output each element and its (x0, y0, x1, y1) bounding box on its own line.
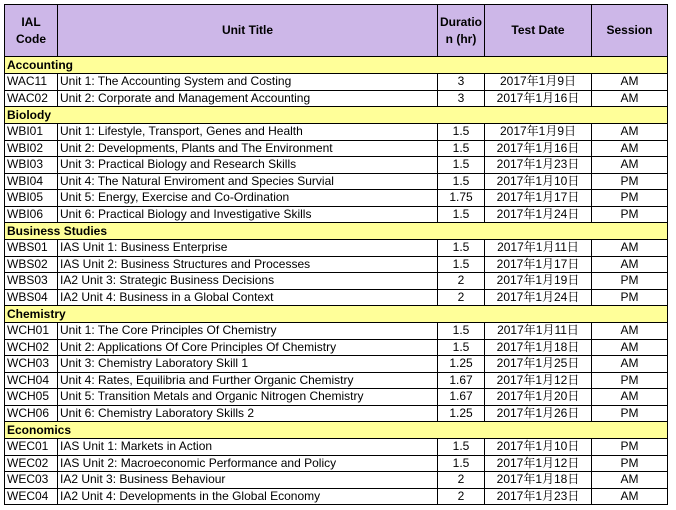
header-unit-title: Unit Title (58, 5, 438, 57)
cell-session: PM (592, 289, 668, 306)
header-ial-code: IAL Code (5, 5, 58, 57)
cell-unit-title: IA2 Unit 3: Business Behaviour (58, 472, 438, 489)
cell-unit-title: Unit 2: Applications Of Core Principles Of Chemistry (58, 339, 438, 356)
cell-session: AM (592, 323, 668, 340)
cell-unit-title: IAS Unit 2: Business Structures and Processes (58, 256, 438, 273)
cell-duration: 1.5 (438, 173, 485, 190)
cell-code: WEC04 (5, 488, 58, 505)
cell-test-date: 2017年1月11日 (485, 240, 592, 257)
table-row (5, 439, 668, 456)
cell-session: AM (592, 472, 668, 489)
table-row (5, 140, 668, 157)
cell-session: AM (592, 74, 668, 91)
cell-unit-title: Unit 3: Practical Biology and Research Skills (58, 157, 438, 174)
cell-duration: 1.5 (438, 339, 485, 356)
header-test-date: Test Date (485, 5, 592, 57)
cell-test-date: 2017年1月10日 (485, 439, 592, 456)
cell-session: AM (592, 157, 668, 174)
category-label: Biolody (5, 107, 668, 124)
cell-code: WEC02 (5, 455, 58, 472)
cell-code: WCH04 (5, 372, 58, 389)
cell-duration: 1.5 (438, 140, 485, 157)
table-row (5, 339, 668, 356)
cell-duration: 2 (438, 488, 485, 505)
cell-test-date: 2017年1月12日 (485, 455, 592, 472)
cell-code: WCH06 (5, 405, 58, 422)
table-row (5, 74, 668, 91)
cell-duration: 1.5 (438, 157, 485, 174)
cell-unit-title: Unit 2: Developments, Plants and The Environment (58, 140, 438, 157)
cell-duration: 1.5 (438, 439, 485, 456)
table-row (5, 356, 668, 373)
cell-code: WAC02 (5, 90, 58, 107)
cell-unit-title: Unit 1: The Core Principles Of Chemistry (58, 323, 438, 340)
cell-session: PM (592, 372, 668, 389)
header-duration: Duration (hr) (438, 5, 485, 57)
cell-code: WBS03 (5, 273, 58, 290)
cell-duration: 2 (438, 289, 485, 306)
cell-duration: 2 (438, 472, 485, 489)
cell-code: WBS02 (5, 256, 58, 273)
table-row (5, 273, 668, 290)
cell-unit-title: Unit 1: The Accounting System and Costing (58, 74, 438, 91)
cell-session: AM (592, 339, 668, 356)
cell-session: PM (592, 206, 668, 223)
cell-duration: 1.5 (438, 124, 485, 141)
cell-session: AM (592, 124, 668, 141)
cell-code: WCH03 (5, 356, 58, 373)
cell-session: PM (592, 273, 668, 290)
cell-session: PM (592, 405, 668, 422)
category-label: Economics (5, 422, 668, 439)
cell-duration: 1.5 (438, 323, 485, 340)
cell-duration: 3 (438, 74, 485, 91)
cell-duration: 1.5 (438, 455, 485, 472)
cell-session: AM (592, 488, 668, 505)
cell-code: WCH01 (5, 323, 58, 340)
cell-code: WBI04 (5, 173, 58, 190)
table-row (5, 240, 668, 257)
cell-test-date: 2017年1月9日 (485, 74, 592, 91)
category-label: Accounting (5, 57, 668, 74)
cell-unit-title: IA2 Unit 4: Business in a Global Context (58, 289, 438, 306)
cell-unit-title: IAS Unit 1: Markets in Action (58, 439, 438, 456)
cell-unit-title: Unit 4: The Natural Enviroment and Species Survial (58, 173, 438, 190)
cell-code: WAC11 (5, 74, 58, 91)
exam-timetable (4, 4, 668, 505)
cell-test-date: 2017年1月12日 (485, 372, 592, 389)
exam-schedule-table (4, 4, 668, 505)
table-body (5, 57, 668, 505)
cell-test-date: 2017年1月24日 (485, 206, 592, 223)
cell-duration: 1.25 (438, 405, 485, 422)
table-header (5, 5, 668, 57)
cell-session: AM (592, 140, 668, 157)
category-row (5, 306, 668, 323)
cell-test-date: 2017年1月9日 (485, 124, 592, 141)
cell-unit-title: Unit 1: Lifestyle, Transport, Genes and Health (58, 124, 438, 141)
cell-code: WCH02 (5, 339, 58, 356)
cell-unit-title: IA2 Unit 3: Strategic Business Decisions (58, 273, 438, 290)
table-row (5, 173, 668, 190)
cell-code: WBI01 (5, 124, 58, 141)
cell-unit-title: Unit 3: Chemistry Laboratory Skill 1 (58, 356, 438, 373)
cell-duration: 1.5 (438, 206, 485, 223)
cell-unit-title: Unit 5: Transition Metals and Organic Nitrogen Chemistry (58, 389, 438, 406)
cell-test-date: 2017年1月10日 (485, 173, 592, 190)
cell-session: AM (592, 256, 668, 273)
table-row (5, 323, 668, 340)
cell-session: AM (592, 240, 668, 257)
cell-code: WBI06 (5, 206, 58, 223)
cell-test-date: 2017年1月20日 (485, 389, 592, 406)
cell-duration: 1.67 (438, 389, 485, 406)
cell-duration: 1.5 (438, 256, 485, 273)
cell-session: AM (592, 90, 668, 107)
cell-duration: 1.5 (438, 240, 485, 257)
cell-code: WEC03 (5, 472, 58, 489)
cell-unit-title: Unit 2: Corporate and Management Accounting (58, 90, 438, 107)
cell-session: AM (592, 356, 668, 373)
cell-test-date: 2017年1月23日 (485, 488, 592, 505)
cell-test-date: 2017年1月18日 (485, 339, 592, 356)
table-row (5, 488, 668, 505)
table-row (5, 405, 668, 422)
cell-unit-title: Unit 6: Chemistry Laboratory Skills 2 (58, 405, 438, 422)
table-row (5, 256, 668, 273)
cell-test-date: 2017年1月16日 (485, 90, 592, 107)
category-label: Business Studies (5, 223, 668, 240)
header-row (5, 5, 668, 57)
cell-test-date: 2017年1月18日 (485, 472, 592, 489)
table-row (5, 455, 668, 472)
cell-unit-title: IA2 Unit 4: Developments in the Global Economy (58, 488, 438, 505)
cell-unit-title: Unit 6: Practical Biology and Investigative Skills (58, 206, 438, 223)
cell-duration: 2 (438, 273, 485, 290)
cell-code: WBI03 (5, 157, 58, 174)
category-label: Chemistry (5, 306, 668, 323)
cell-code: WBS01 (5, 240, 58, 257)
table-row (5, 372, 668, 389)
cell-session: PM (592, 173, 668, 190)
cell-duration: 3 (438, 90, 485, 107)
category-row (5, 57, 668, 74)
table-row (5, 157, 668, 174)
cell-test-date: 2017年1月25日 (485, 356, 592, 373)
cell-duration: 1.25 (438, 356, 485, 373)
cell-session: AM (592, 389, 668, 406)
cell-duration: 1.67 (438, 372, 485, 389)
cell-code: WBI05 (5, 190, 58, 207)
cell-unit-title: Unit 4: Rates, Equilibria and Further Organic Chemistry (58, 372, 438, 389)
cell-duration: 1.75 (438, 190, 485, 207)
header-session: Session (592, 5, 668, 57)
table-row (5, 389, 668, 406)
cell-session: PM (592, 455, 668, 472)
cell-test-date: 2017年1月19日 (485, 273, 592, 290)
category-row (5, 422, 668, 439)
cell-test-date: 2017年1月16日 (485, 140, 592, 157)
cell-unit-title: Unit 5: Energy, Exercise and Co-Ordination (58, 190, 438, 207)
cell-session: PM (592, 190, 668, 207)
cell-code: WEC01 (5, 439, 58, 456)
cell-test-date: 2017年1月17日 (485, 256, 592, 273)
table-row (5, 190, 668, 207)
cell-test-date: 2017年1月11日 (485, 323, 592, 340)
cell-session: PM (592, 439, 668, 456)
cell-test-date: 2017年1月17日 (485, 190, 592, 207)
cell-unit-title: IAS Unit 2: Macroeconomic Performance and Policy (58, 455, 438, 472)
table-row (5, 472, 668, 489)
cell-test-date: 2017年1月26日 (485, 405, 592, 422)
table-row (5, 206, 668, 223)
category-row (5, 107, 668, 124)
category-row (5, 223, 668, 240)
table-row (5, 124, 668, 141)
table-row (5, 289, 668, 306)
cell-test-date: 2017年1月23日 (485, 157, 592, 174)
table-row (5, 90, 668, 107)
cell-unit-title: IAS Unit 1: Business Enterprise (58, 240, 438, 257)
cell-code: WCH05 (5, 389, 58, 406)
cell-test-date: 2017年1月24日 (485, 289, 592, 306)
cell-code: WBS04 (5, 289, 58, 306)
cell-code: WBI02 (5, 140, 58, 157)
